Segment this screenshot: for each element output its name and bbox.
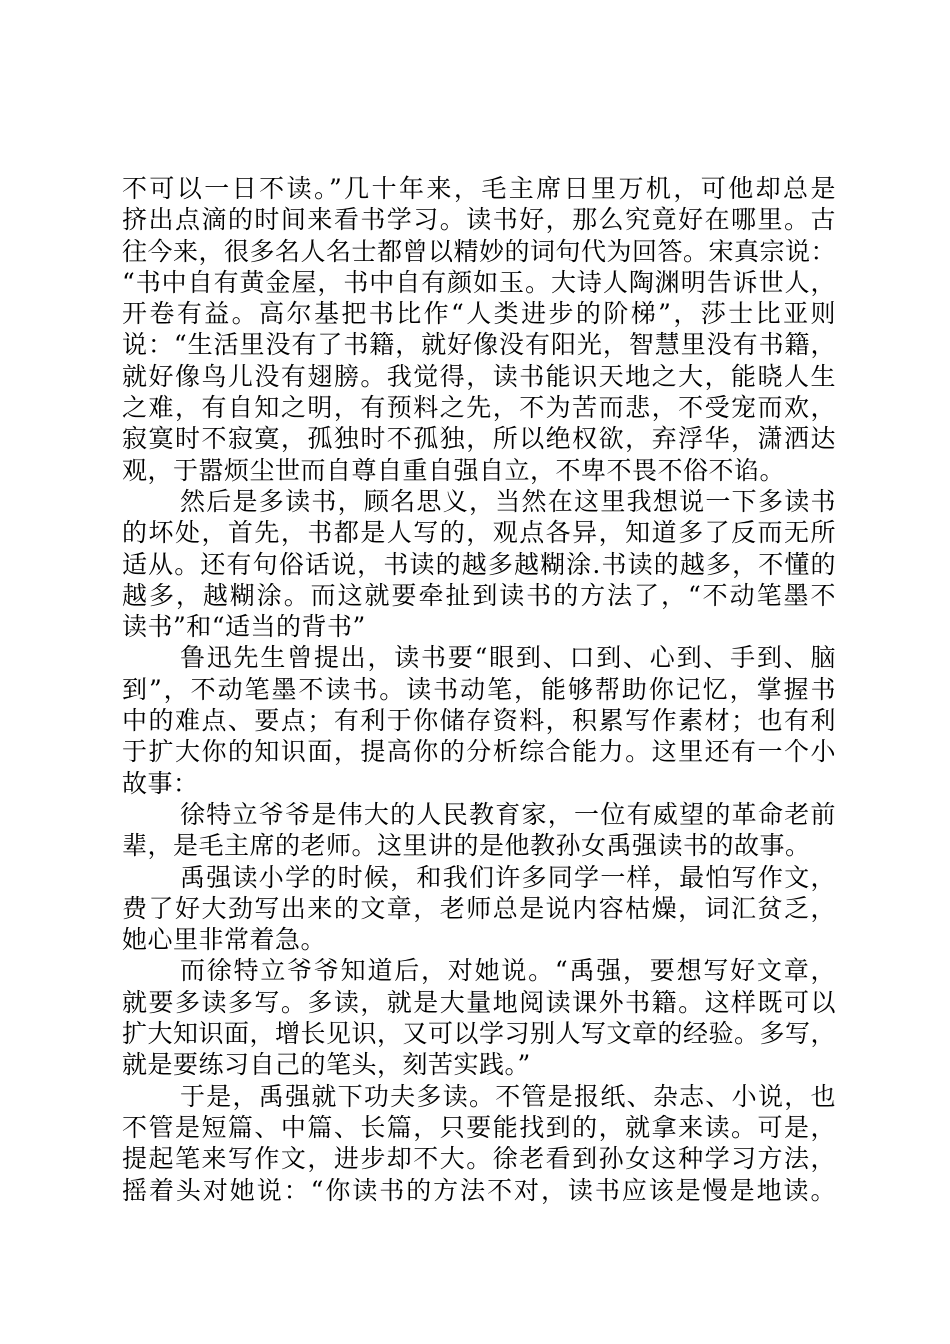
text-line: 就是要练习自己的笔头，刻苦实践。”	[122, 1050, 531, 1080]
text-line: 往今来，很多名人名士都曾以精妙的词句代为回答。宋真宗说：	[122, 236, 837, 266]
text-line: 适从。还有句俗话说，书读的越多越糊涂.书读的越多，不懂的	[122, 549, 836, 579]
body-text	[122, 173, 836, 1206]
text-line: 越多，越糊涂。而这就要牵扯到读书的方法了，“不动笔墨不	[122, 580, 836, 610]
text-line: 就好像鸟儿没有翅膀。我觉得，读书能识天地之大，能晓人生	[122, 361, 836, 391]
text-line: 不管是短篇、中篇、长篇，只要能找到的，就拿来读。可是，	[122, 1112, 836, 1142]
text-line: 的坏处，首先，书都是人写的，观点各异，知道多了反而无所	[122, 518, 836, 548]
text-line: 而徐特立爷爷知道后，对她说。“禹强，要想写好文章，	[180, 956, 836, 986]
text-line: 禹强读小学的时候，和我们许多同学一样，最怕写作文，	[180, 862, 836, 892]
text-line: 观，于嚣烦尘世而自尊自重自强自立，不卑不畏不俗不谄。	[122, 455, 786, 485]
text-line: 扩大知识面，增长见识，又可以学习别人写文章的经验。多写，	[122, 1019, 837, 1049]
text-line: 费了好大劲写出来的文章，老师总是说内容枯燥，词汇贫乏，	[122, 893, 836, 923]
text-line: 然后是多读书，顾名思义，当然在这里我想说一下多读书	[180, 486, 836, 516]
text-line: 她心里非常着急。	[122, 925, 327, 955]
text-line: 寂寞时不寂寞，孤独时不孤独，所以绝权欲，弃浮华，潇洒达	[122, 424, 836, 454]
text-line: 徐特立爷爷是伟大的人民教育家，一位有威望的革命老前	[180, 799, 836, 829]
text-line: 说：“生活里没有了书籍，就好像没有阳光，智慧里没有书籍，	[122, 330, 836, 360]
text-line: 到”，不动笔墨不读书。读书动笔，能够帮助你记忆，掌握书	[122, 674, 836, 704]
text-line: 开卷有益。高尔基把书比作“人类进步的阶梯”，莎士比亚则	[122, 299, 836, 329]
text-line: 鲁迅先生曾提出，读书要“眼到、口到、心到、手到、脑	[180, 643, 836, 673]
text-line: 辈，是毛主席的老师。这里讲的是他教孙女禹强读书的故事。	[122, 831, 811, 861]
text-line: 于扩大你的知识面，提高你的分析综合能力。这里还有一个小	[122, 737, 836, 767]
text-line: 读书”和“适当的背书”	[122, 612, 366, 642]
text-line: 挤出点滴的时间来看书学习。读书好，那么究竟好在哪里。古	[122, 205, 836, 235]
text-line: 于是，禹强就下功夫多读。不管是报纸、杂志、小说，也	[180, 1081, 836, 1111]
text-line: 摇着头对她说：“你读书的方法不对，读书应该是慢是地读。	[122, 1175, 836, 1205]
text-line: 不可以一日不读。”几十年来，毛主席日里万机，可他却总是	[122, 174, 836, 203]
text-line: 提起笔来写作文，进步却不大。徐老看到孙女这种学习方法，	[122, 1144, 836, 1174]
text-line: 故事：	[122, 768, 199, 798]
text-line: 中的难点、要点；有利于你储存资料，积累写作素材；也有利	[122, 706, 836, 736]
text-line: 之难，有自知之明，有预料之先，不为苦而悲，不受宠而欢，	[122, 393, 836, 423]
text-line: 就要多读多写。多读，就是大量地阅读课外书籍。这样既可以	[122, 987, 836, 1017]
text-line: “书中自有黄金屋，书中自有颜如玉。大诗人陶渊明告诉世人，	[122, 267, 836, 297]
